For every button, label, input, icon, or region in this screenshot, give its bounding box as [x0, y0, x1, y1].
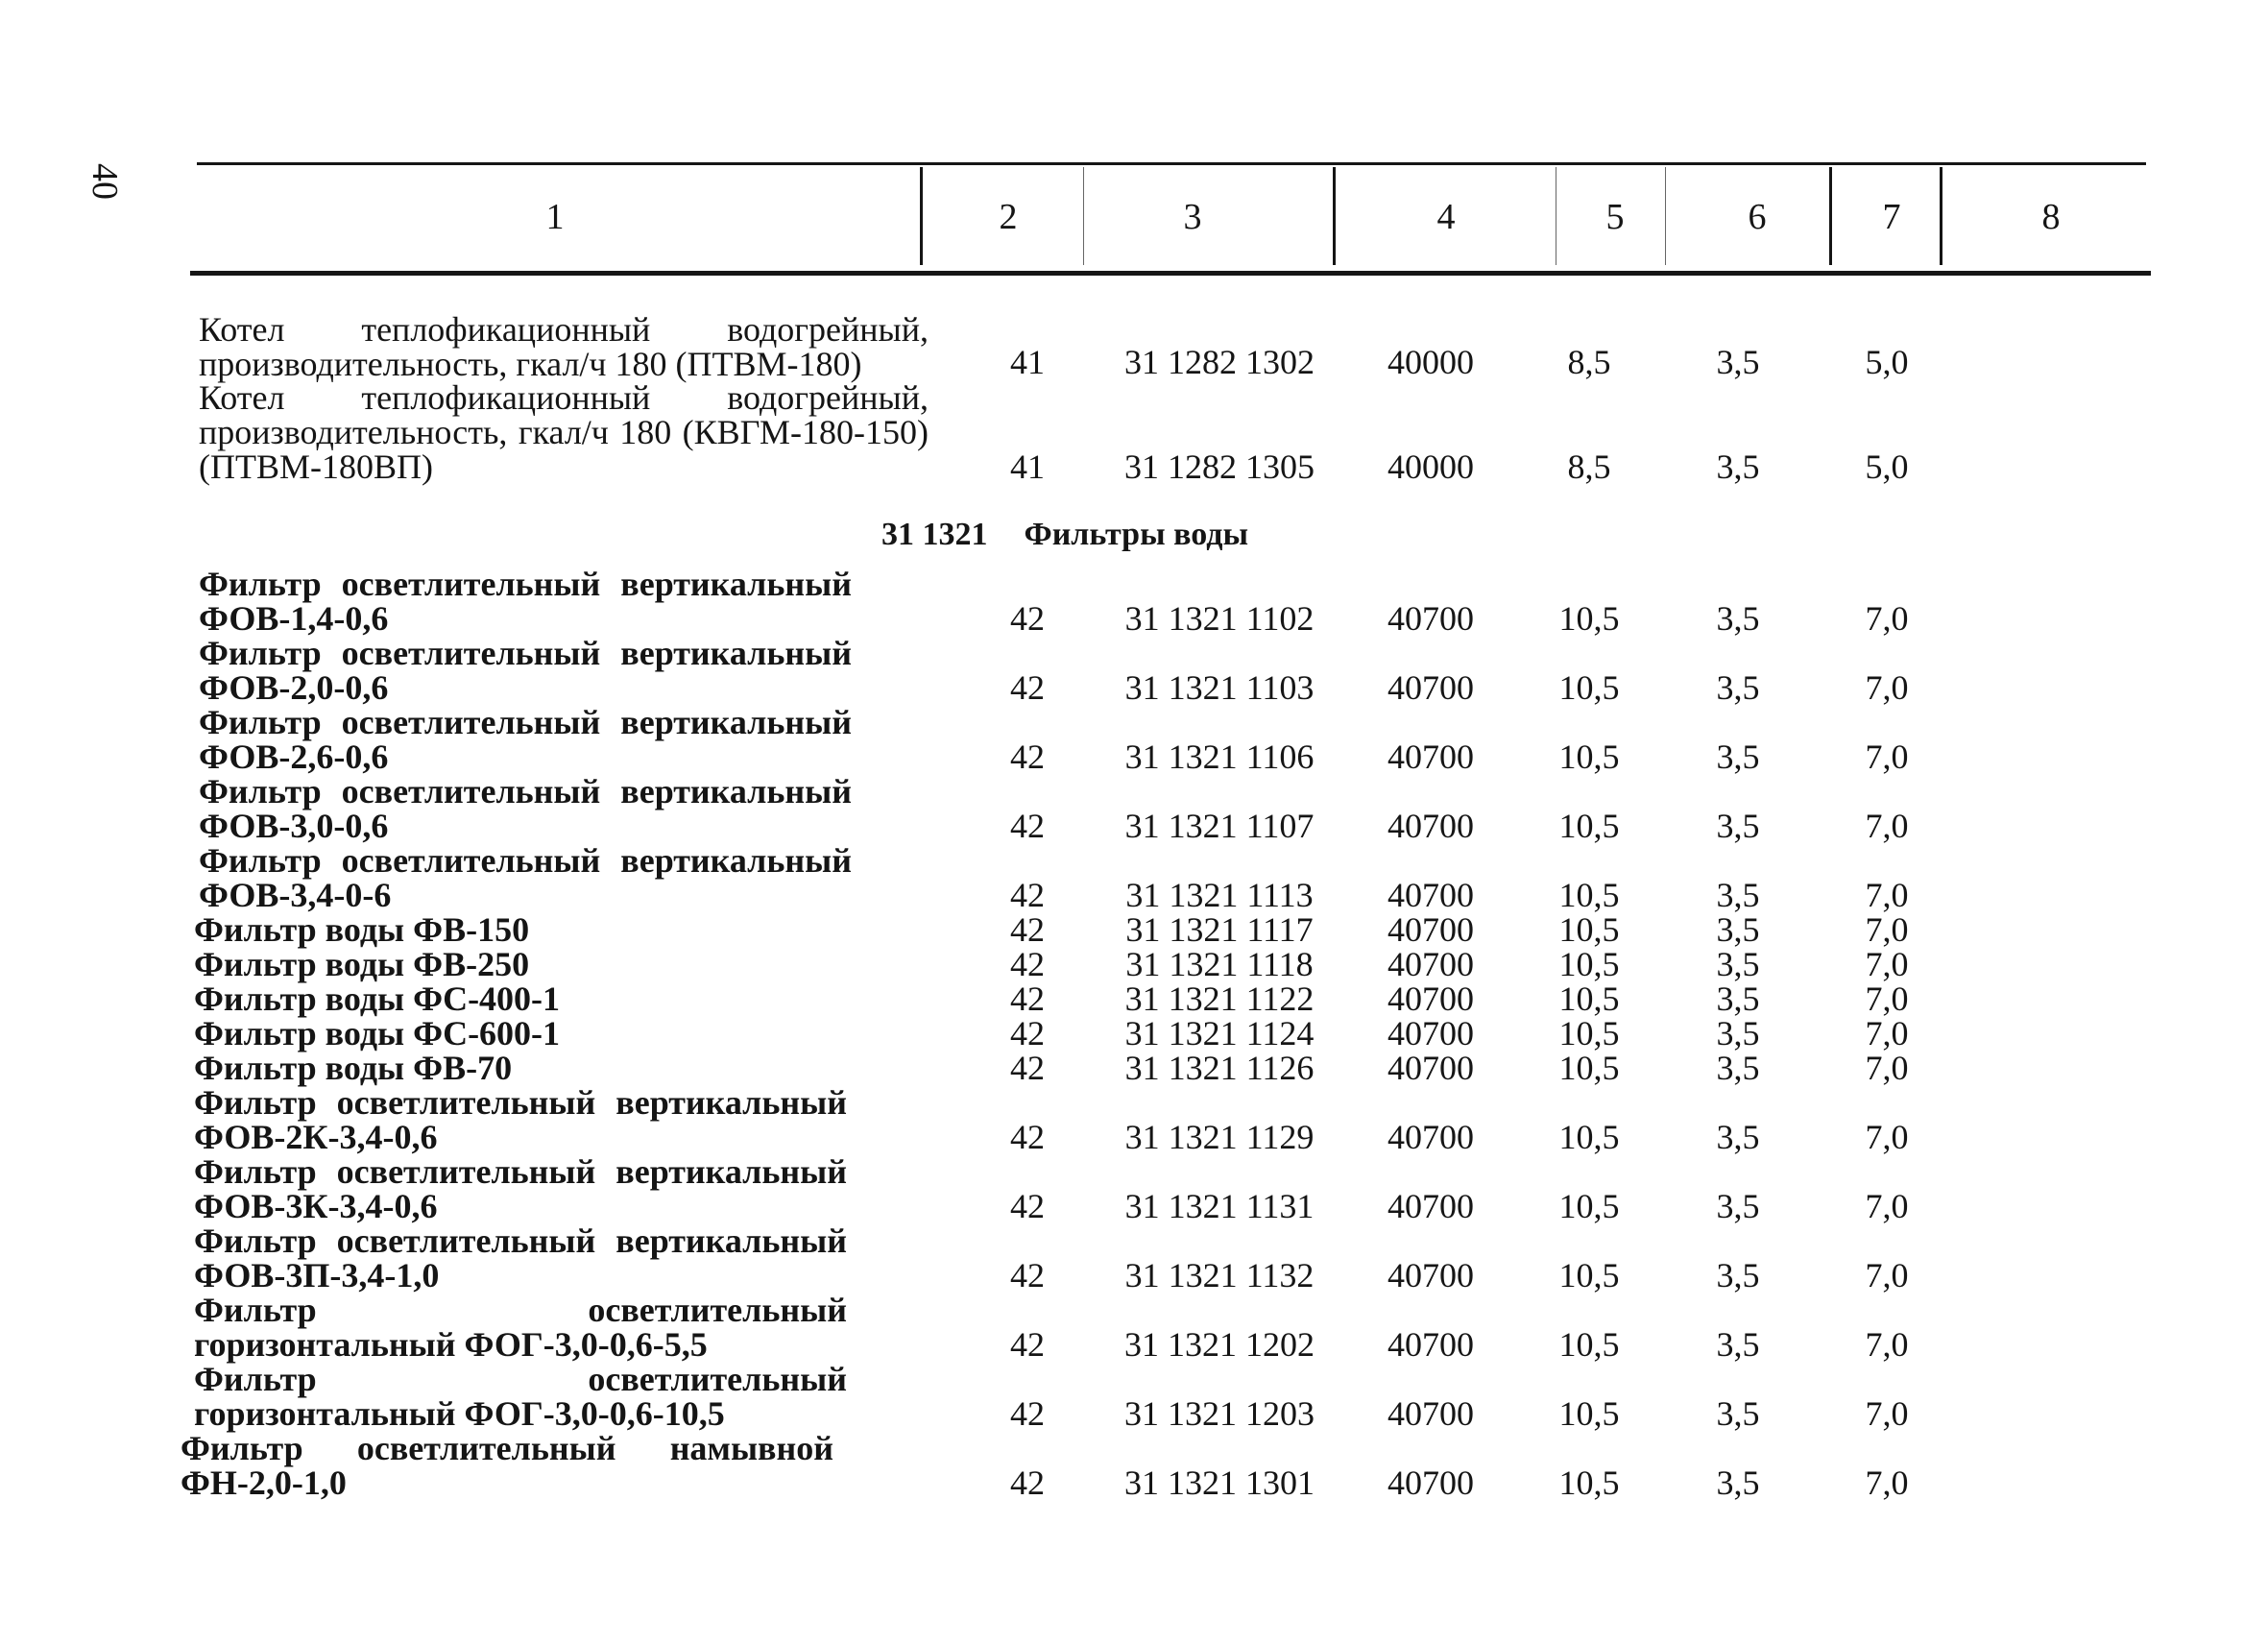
- cell-col5: 10,5: [1558, 1118, 1620, 1156]
- section-heading: [881, 517, 1248, 553]
- cell-col4: 40700: [1387, 668, 1474, 707]
- cell-col7: 7,0: [1865, 668, 1909, 707]
- cell-code: 31 1321 1132: [1124, 1256, 1315, 1294]
- cell-col4: 40700: [1387, 738, 1474, 776]
- cell-col2: 42: [1010, 1464, 1045, 1502]
- cell-col4: 40700: [1387, 1014, 1474, 1052]
- item-name: Фильтр осветлительный вертикальный ФОВ-2,6-0,6: [199, 703, 852, 776]
- cell-col6: 3,5: [1716, 876, 1760, 914]
- cell-col2: 42: [1010, 1325, 1045, 1364]
- cell-col5: 10,5: [1558, 1394, 1620, 1433]
- cell-col5: 10,5: [1558, 1325, 1620, 1364]
- cell-col2: 42: [1010, 1049, 1045, 1087]
- cell-col5: 10,5: [1558, 945, 1620, 983]
- cell-code: 31 1321 1117: [1125, 910, 1314, 949]
- column-header-7: 7: [1882, 197, 1901, 237]
- cell-col5: 8,5: [1567, 448, 1611, 486]
- column-header-2: 2: [999, 197, 1018, 237]
- cell-col5: 10,5: [1558, 738, 1620, 776]
- cell-col7: 7,0: [1865, 945, 1909, 983]
- cell-col6: 3,5: [1716, 1014, 1760, 1052]
- column-header-6: 6: [1748, 197, 1767, 237]
- cell-col5: 10,5: [1558, 1464, 1620, 1502]
- cell-col7: 7,0: [1865, 1394, 1909, 1433]
- cell-col7: 7,0: [1865, 1118, 1909, 1156]
- column-divider: [1333, 167, 1336, 265]
- cell-code: 31 1321 1107: [1124, 807, 1315, 845]
- cell-col6: 3,5: [1716, 448, 1760, 486]
- section-title: Фильтры воды: [1024, 517, 1249, 552]
- column-divider: [1083, 167, 1084, 265]
- cell-code: 31 1321 1203: [1124, 1394, 1315, 1433]
- cell-col4: 40700: [1387, 1464, 1474, 1502]
- cell-col6: 3,5: [1716, 1464, 1760, 1502]
- cell-col5: 10,5: [1558, 1049, 1620, 1087]
- page-number: 40: [84, 163, 125, 200]
- cell-col2: 42: [1010, 876, 1045, 914]
- cell-col2: 42: [1010, 1256, 1045, 1294]
- item-name: Фильтр воды ФВ-150: [194, 910, 530, 949]
- header-top-rule: [197, 162, 2146, 165]
- cell-col5: 10,5: [1558, 807, 1620, 845]
- cell-col6: 3,5: [1716, 668, 1760, 707]
- cell-col4: 40700: [1387, 1256, 1474, 1294]
- cell-col6: 3,5: [1716, 738, 1760, 776]
- cell-col7: 7,0: [1865, 1049, 1909, 1087]
- cell-col2: 42: [1010, 910, 1045, 949]
- cell-col6: 3,5: [1716, 1325, 1760, 1364]
- cell-col5: 10,5: [1558, 1256, 1620, 1294]
- cell-col7: 7,0: [1865, 980, 1909, 1018]
- cell-code: 31 1321 1126: [1124, 1049, 1315, 1087]
- cell-col6: 3,5: [1716, 1394, 1760, 1433]
- cell-col4: 40000: [1387, 448, 1474, 486]
- cell-code: 31 1321 1118: [1125, 945, 1314, 983]
- cell-code: 31 1321 1124: [1124, 1014, 1315, 1052]
- cell-col5: 10,5: [1558, 668, 1620, 707]
- cell-col4: 40700: [1387, 1187, 1474, 1225]
- cell-col6: 3,5: [1716, 945, 1760, 983]
- column-divider: [1940, 167, 1942, 265]
- item-name: Котел теплофикационный водогрейный, производительность, гкал/ч 180 (КВГМ-180-150) (ПТВМ-180ВП): [199, 378, 929, 486]
- cell-col7: 7,0: [1865, 807, 1909, 845]
- item-name: Котел теплофикационный водогрейный, производительность, гкал/ч 180 (ПТВМ-180): [199, 310, 929, 383]
- cell-col2: 42: [1010, 945, 1045, 983]
- cell-code: 31 1321 1202: [1124, 1325, 1315, 1364]
- cell-col7: 5,0: [1865, 448, 1909, 486]
- item-name: Фильтр осветлительный вертикальный ФОВ-2,0-0,6: [199, 634, 852, 707]
- header-bottom-rule: [190, 271, 2151, 276]
- cell-col4: 40700: [1387, 980, 1474, 1018]
- item-name: Фильтр осветлительный горизонтальный ФОГ-3,0-0,6-5,5: [194, 1291, 847, 1364]
- item-name: Фильтр воды ФС-600-1: [194, 1014, 561, 1052]
- cell-col4: 40700: [1387, 945, 1474, 983]
- cell-col4: 40700: [1387, 599, 1474, 638]
- cell-col6: 3,5: [1716, 1187, 1760, 1225]
- cell-col6: 3,5: [1716, 1049, 1760, 1087]
- cell-col4: 40700: [1387, 807, 1474, 845]
- item-name: Фильтр воды ФВ-250: [194, 945, 530, 983]
- item-name: Фильтр осветлительный вертикальный ФОВ-3К-3,4-0,6: [194, 1152, 847, 1225]
- cell-col5: 10,5: [1558, 1014, 1620, 1052]
- cell-col5: 8,5: [1567, 343, 1611, 381]
- cell-col7: 7,0: [1865, 1256, 1909, 1294]
- column-divider: [920, 167, 923, 265]
- cell-code: 31 1321 1103: [1124, 668, 1315, 707]
- cell-col2: 42: [1010, 668, 1045, 707]
- cell-col4: 40700: [1387, 1049, 1474, 1087]
- cell-col7: 7,0: [1865, 1464, 1909, 1502]
- cell-col4: 40000: [1387, 343, 1474, 381]
- cell-col7: 7,0: [1865, 876, 1909, 914]
- column-header-5: 5: [1605, 197, 1625, 237]
- column-header-8: 8: [2041, 197, 2061, 237]
- cell-col6: 3,5: [1716, 910, 1760, 949]
- item-name: Фильтр осветлительный горизонтальный ФОГ-3,0-0,6-10,5: [194, 1360, 847, 1433]
- cell-col5: 10,5: [1558, 1187, 1620, 1225]
- cell-code: 31 1321 1113: [1125, 876, 1314, 914]
- item-name: Фильтр воды ФС-400-1: [194, 980, 561, 1018]
- cell-col5: 10,5: [1558, 876, 1620, 914]
- column-header-4: 4: [1436, 197, 1456, 237]
- cell-col2: 42: [1010, 1014, 1045, 1052]
- cell-code: 31 1282 1302: [1124, 343, 1315, 381]
- cell-col7: 5,0: [1865, 343, 1909, 381]
- cell-col7: 7,0: [1865, 910, 1909, 949]
- cell-col6: 3,5: [1716, 599, 1760, 638]
- cell-col2: 42: [1010, 599, 1045, 638]
- cell-col5: 10,5: [1558, 910, 1620, 949]
- cell-col5: 10,5: [1558, 980, 1620, 1018]
- item-name: Фильтр осветлительный вертикальный ФОВ-3,0-0,6: [199, 772, 852, 845]
- cell-col2: 42: [1010, 1118, 1045, 1156]
- item-name: Фильтр воды ФВ-70: [194, 1049, 513, 1087]
- cell-col6: 3,5: [1716, 980, 1760, 1018]
- cell-col2: 41: [1010, 448, 1045, 486]
- column-divider: [1665, 167, 1666, 265]
- cell-col4: 40700: [1387, 1394, 1474, 1433]
- cell-col7: 7,0: [1865, 1187, 1909, 1225]
- cell-col4: 40700: [1387, 1325, 1474, 1364]
- cell-col4: 40700: [1387, 910, 1474, 949]
- cell-col2: 41: [1010, 343, 1045, 381]
- cell-col2: 42: [1010, 1187, 1045, 1225]
- column-divider: [1829, 167, 1832, 265]
- cell-code: 31 1282 1305: [1124, 448, 1315, 486]
- cell-col2: 42: [1010, 738, 1045, 776]
- cell-code: 31 1321 1122: [1124, 980, 1315, 1018]
- item-name: Фильтр осветлительный намывной ФН-2,0-1,0: [181, 1429, 833, 1502]
- cell-col6: 3,5: [1716, 807, 1760, 845]
- section-code: 31 1321: [881, 517, 988, 552]
- cell-col5: 10,5: [1558, 599, 1620, 638]
- cell-col7: 7,0: [1865, 1325, 1909, 1364]
- item-name: Фильтр осветлительный вертикальный ФОВ-3,4-0-6: [199, 841, 852, 914]
- item-name: Фильтр осветлительный вертикальный ФОВ-2К-3,4-0,6: [194, 1083, 847, 1156]
- cell-col7: 7,0: [1865, 738, 1909, 776]
- cell-col4: 40700: [1387, 876, 1474, 914]
- item-name: Фильтр осветлительный вертикальный ФОВ-1,4-0,6: [199, 565, 852, 638]
- cell-col2: 42: [1010, 807, 1045, 845]
- column-header-3: 3: [1183, 197, 1202, 237]
- cell-col6: 3,5: [1716, 1118, 1760, 1156]
- cell-col7: 7,0: [1865, 599, 1909, 638]
- cell-code: 31 1321 1102: [1124, 599, 1315, 638]
- cell-code: 31 1321 1106: [1124, 738, 1315, 776]
- cell-code: 31 1321 1129: [1124, 1118, 1315, 1156]
- cell-col4: 40700: [1387, 1118, 1474, 1156]
- item-name: Фильтр осветлительный вертикальный ФОВ-3П-3,4-1,0: [194, 1222, 847, 1294]
- cell-col7: 7,0: [1865, 1014, 1909, 1052]
- cell-code: 31 1321 1301: [1124, 1464, 1315, 1502]
- cell-col2: 42: [1010, 980, 1045, 1018]
- cell-col6: 3,5: [1716, 343, 1760, 381]
- cell-col2: 42: [1010, 1394, 1045, 1433]
- column-header-1: 1: [545, 197, 565, 237]
- cell-code: 31 1321 1131: [1124, 1187, 1315, 1225]
- cell-col6: 3,5: [1716, 1256, 1760, 1294]
